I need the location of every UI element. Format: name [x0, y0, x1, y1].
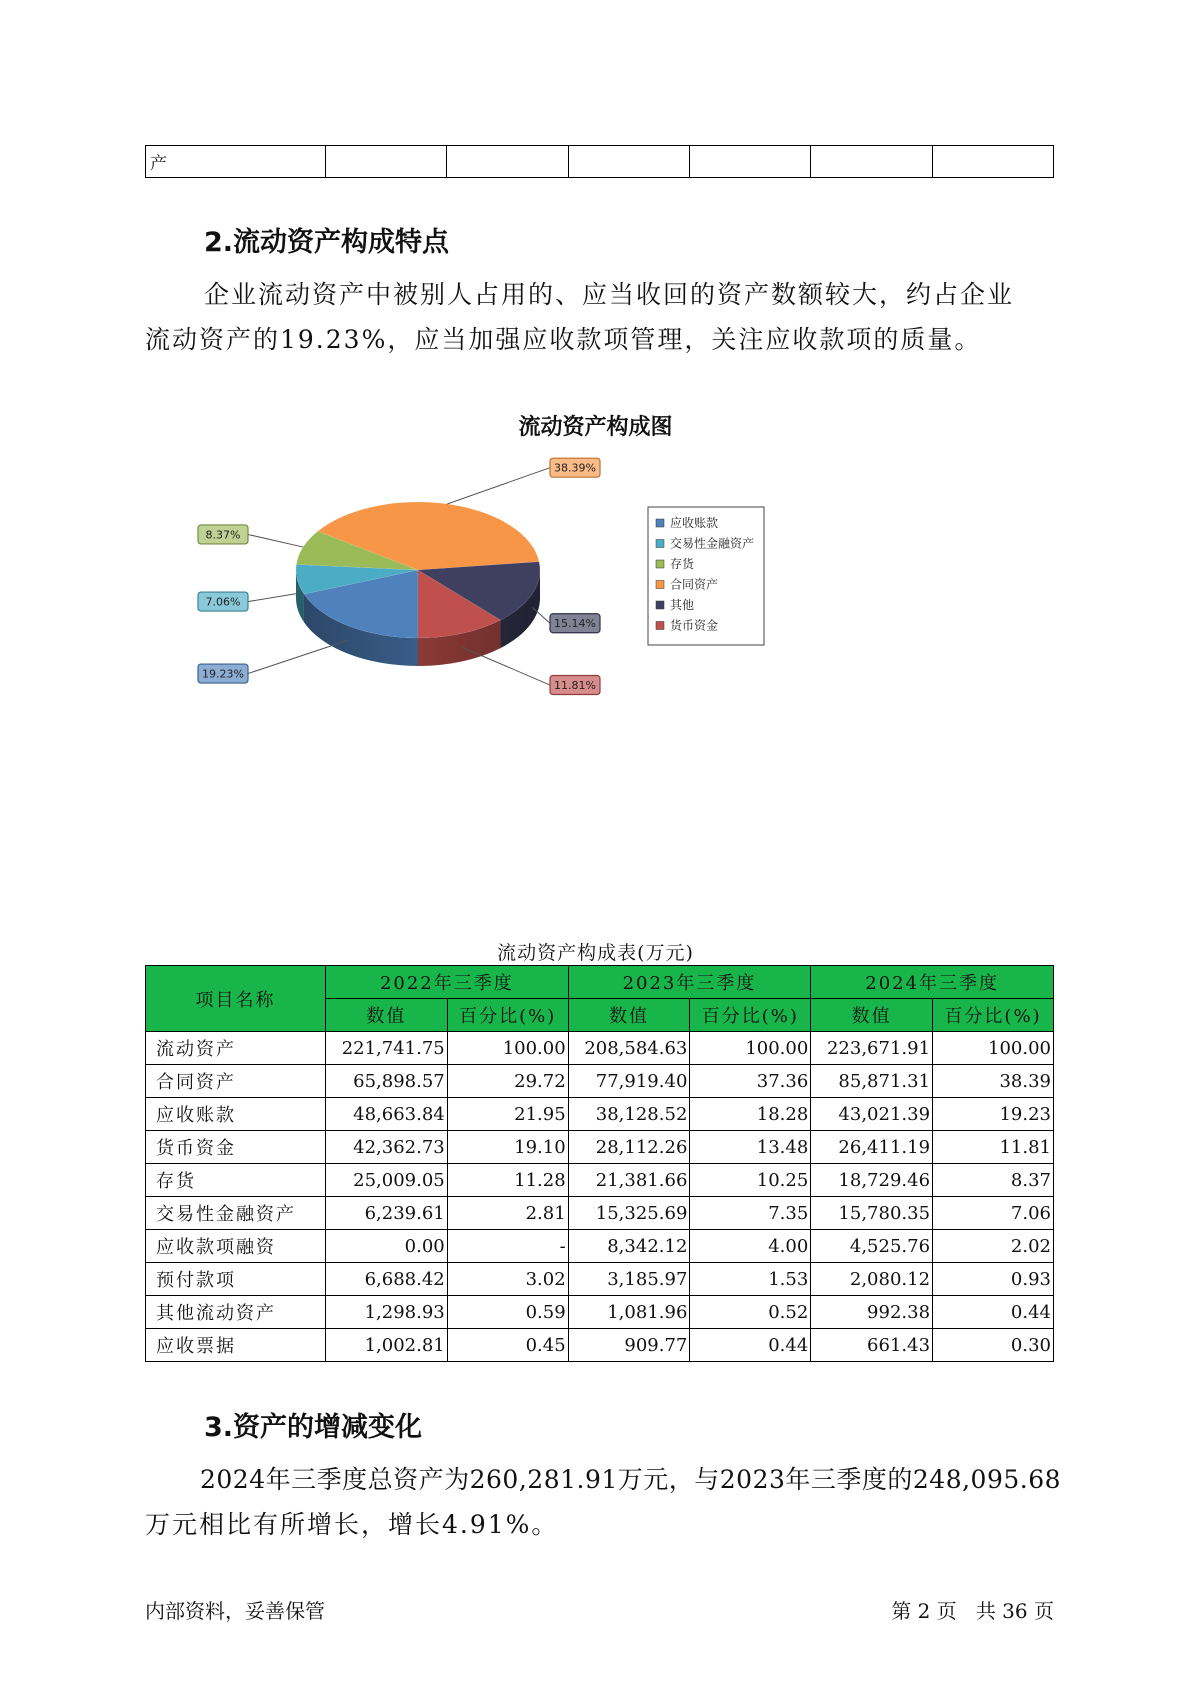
table-row — [146, 1263, 1054, 1296]
table-cell: 3.02 — [447, 1263, 568, 1296]
table-row — [146, 1329, 1054, 1362]
table-cell: 992.38 — [811, 1296, 933, 1329]
table-cell: 11.28 — [447, 1164, 568, 1197]
data-label: 7.06% — [205, 595, 241, 609]
row-label: 应收款项融资 — [146, 1230, 326, 1263]
table-cell: 0.93 — [933, 1263, 1054, 1296]
leader-line — [248, 640, 349, 674]
table-cell: 2.02 — [933, 1230, 1054, 1263]
table-row — [146, 1032, 1054, 1065]
table-cell: 18,729.46 — [811, 1164, 933, 1197]
header-cell: 2024年三季度 — [811, 966, 1054, 999]
header-cell: 数值 — [811, 999, 933, 1032]
header-cell: 百分比(%) — [933, 999, 1054, 1032]
table-row — [146, 1098, 1054, 1131]
table-cell: 1,298.93 — [326, 1296, 448, 1329]
legend-swatch — [656, 540, 664, 548]
table-cell: 产 — [146, 146, 326, 178]
table-cell: 13.48 — [690, 1131, 811, 1164]
table-cell — [811, 146, 932, 178]
table-cell: 15,325.69 — [568, 1197, 690, 1230]
table-row — [146, 1131, 1054, 1164]
legend-item: 合同资产 — [670, 577, 719, 592]
table-cell: 8.37 — [933, 1164, 1054, 1197]
table-cell: 661.43 — [811, 1329, 933, 1362]
assets-table — [145, 965, 1054, 1362]
table-cell: 1,081.96 — [568, 1296, 690, 1329]
table-cell: 0.59 — [447, 1296, 568, 1329]
table-cell: 2,080.12 — [811, 1263, 933, 1296]
legend-item: 存货 — [670, 557, 695, 571]
row-label: 货币资金 — [146, 1131, 326, 1164]
page-number: 第 2 页 共 36 页 — [891, 1599, 1054, 1623]
legend-item: 交易性金融资产 — [670, 536, 755, 551]
paragraph-line: 企业流动资产中被别人占用的、应当收回的资产数额较大，约占企业 — [204, 280, 1015, 309]
table-header-row — [146, 966, 1054, 999]
table-row — [146, 1164, 1054, 1197]
table-cell: 7.35 — [690, 1197, 811, 1230]
table-row — [146, 1230, 1054, 1263]
table-cell: 2.81 — [447, 1197, 568, 1230]
table-cell: 6,239.61 — [326, 1197, 448, 1230]
table-cell — [568, 146, 689, 178]
table-cell: 909.77 — [568, 1329, 690, 1362]
table-cell: 19.10 — [447, 1131, 568, 1164]
table-cell — [932, 146, 1053, 178]
section-heading: 3.资产的增减变化 — [204, 1412, 423, 1443]
row-label: 应收票据 — [146, 1329, 326, 1362]
table-cell: 1,002.81 — [326, 1329, 448, 1362]
legend-swatch — [656, 581, 664, 589]
table-cell: 6,688.42 — [326, 1263, 448, 1296]
data-label: 15.14% — [554, 617, 596, 631]
table-cell: 18.28 — [690, 1098, 811, 1131]
table-cell: 223,671.91 — [811, 1032, 933, 1065]
table-body — [146, 1032, 1054, 1362]
header-cell: 数值 — [326, 999, 448, 1032]
table-cell: 1.53 — [690, 1263, 811, 1296]
row-label: 应收账款 — [146, 1098, 326, 1131]
table-cell: 21,381.66 — [568, 1164, 690, 1197]
leader-line — [248, 534, 303, 547]
table-cell — [447, 146, 568, 178]
table-cell: 37.36 — [690, 1065, 811, 1098]
table-cell: 15,780.35 — [811, 1197, 933, 1230]
table-cell: 65,898.57 — [326, 1065, 448, 1098]
header-cell: 2022年三季度 — [326, 966, 569, 999]
table-cell: 221,741.75 — [326, 1032, 448, 1065]
table-cell: 21.95 — [447, 1098, 568, 1131]
table-cell: 38.39 — [933, 1065, 1054, 1098]
table-cell: 26,411.19 — [811, 1131, 933, 1164]
legend-swatch — [656, 560, 664, 568]
chart-title: 流动资产构成图 — [518, 415, 673, 440]
paragraph-line: 流动资产的19.23%，应当加强应收款项管理，关注应收款项的质量。 — [145, 325, 982, 354]
leader-line — [248, 594, 297, 602]
section-heading: 2.流动资产构成特点 — [204, 227, 450, 258]
data-label: 11.81% — [554, 679, 596, 693]
table-cell: 4,525.76 — [811, 1230, 933, 1263]
table-cell: 0.45 — [447, 1329, 568, 1362]
table-cell: 0.52 — [690, 1296, 811, 1329]
table-cell: 0.00 — [326, 1230, 448, 1263]
header-cell: 2023年三季度 — [568, 966, 811, 999]
table-row — [146, 146, 1054, 178]
table-cell: 208,584.63 — [568, 1032, 690, 1065]
row-label: 其他流动资产 — [146, 1296, 326, 1329]
leader-line — [462, 647, 550, 685]
table-row — [146, 1197, 1054, 1230]
table-cell: 10.25 — [690, 1164, 811, 1197]
legend-item: 应收账款 — [670, 516, 719, 530]
row-label: 交易性金融资产 — [146, 1197, 326, 1230]
table-cell: 77,919.40 — [568, 1065, 690, 1098]
row-label: 预付款项 — [146, 1263, 326, 1296]
footer-left: 内部资料，妥善保管 — [145, 1599, 325, 1623]
pie-chart — [190, 455, 890, 725]
table-cell: 4.00 — [690, 1230, 811, 1263]
table-cell: 25,009.05 — [326, 1164, 448, 1197]
table-cell: 8,342.12 — [568, 1230, 690, 1263]
legend-item: 其他 — [670, 598, 695, 612]
table-cell — [690, 146, 811, 178]
table-cell: 29.72 — [447, 1065, 568, 1098]
legend-swatch — [656, 601, 664, 609]
table-cell: 100.00 — [690, 1032, 811, 1065]
row-label: 存货 — [146, 1164, 326, 1197]
data-label: 19.23% — [202, 667, 244, 681]
paragraph-line: 万元相比有所增长，增长4.91%。 — [145, 1510, 559, 1539]
table-cell: - — [447, 1230, 568, 1263]
table-cell: 85,871.31 — [811, 1065, 933, 1098]
table-cell: 48,663.84 — [326, 1098, 448, 1131]
table-row — [146, 1065, 1054, 1098]
table-cell: 100.00 — [933, 1032, 1054, 1065]
table-cell: 43,021.39 — [811, 1098, 933, 1131]
table-cell: 7.06 — [933, 1197, 1054, 1230]
header-cell: 项目名称 — [146, 966, 326, 1032]
top-table-fragment — [145, 145, 1054, 178]
table-cell: 19.23 — [933, 1098, 1054, 1131]
table-cell: 3,185.97 — [568, 1263, 690, 1296]
legend-swatch — [656, 519, 664, 527]
table-cell: 28,112.26 — [568, 1131, 690, 1164]
table-caption: 流动资产构成表(万元) — [497, 942, 694, 964]
table-cell: 0.44 — [933, 1296, 1054, 1329]
table-cell: 42,362.73 — [326, 1131, 448, 1164]
header-cell: 百分比(%) — [447, 999, 568, 1032]
header-cell: 数值 — [568, 999, 690, 1032]
table-cell: 100.00 — [447, 1032, 568, 1065]
paragraph-line: 2024年三季度总资产为260,281.91万元，与2023年三季度的248,095.68 — [200, 1465, 1062, 1494]
table-cell: 0.44 — [690, 1329, 811, 1362]
header-cell: 百分比(%) — [690, 999, 811, 1032]
row-label: 合同资产 — [146, 1065, 326, 1098]
table-cell: 38,128.52 — [568, 1098, 690, 1131]
leader-line — [447, 468, 550, 504]
table-cell: 0.30 — [933, 1329, 1054, 1362]
legend-swatch — [656, 622, 664, 630]
row-label: 流动资产 — [146, 1032, 326, 1065]
legend-item: 货币资金 — [670, 618, 719, 633]
table-row — [146, 1296, 1054, 1329]
table-cell: 11.81 — [933, 1131, 1054, 1164]
table-cell — [326, 146, 447, 178]
data-label: 38.39% — [554, 461, 596, 475]
data-label: 8.37% — [205, 528, 241, 542]
